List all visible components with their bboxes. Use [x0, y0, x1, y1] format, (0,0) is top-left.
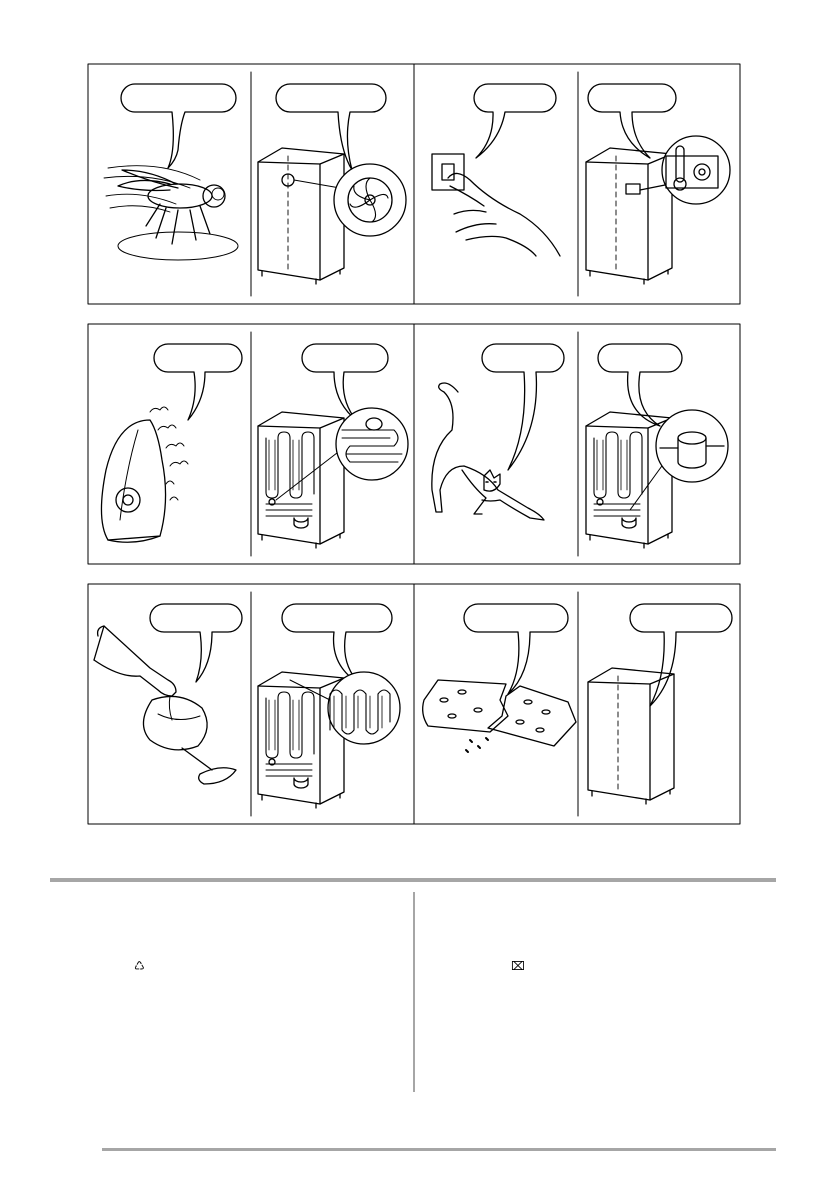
thermostat-icon [662, 136, 730, 204]
section-divider [50, 878, 776, 1151]
crossed-out-bin-icon: ⌧ [511, 959, 525, 973]
wine-bottle-icon [94, 626, 176, 720]
steam-iron-icon [101, 420, 165, 542]
speech-bubble [464, 604, 568, 694]
speech-bubble [482, 344, 564, 470]
speech-bubble [282, 604, 392, 684]
recycle-icon: ♺ [134, 959, 145, 973]
coiled-pipe-icon [336, 408, 408, 480]
wine-glass-icon [143, 696, 236, 784]
fridge-front-icon [588, 668, 674, 804]
speech-bubble [474, 84, 556, 158]
speech-bubble [598, 344, 682, 426]
compressor-icon [656, 410, 728, 482]
speech-bubble [121, 84, 236, 168]
steam-icon [150, 407, 188, 500]
speech-bubble [150, 604, 242, 682]
fridge-front-icon [586, 148, 672, 284]
speech-bubble [276, 84, 386, 170]
cat-icon [432, 383, 544, 520]
fan-icon [334, 164, 406, 236]
illustration-row-3 [88, 584, 740, 824]
fridge-front-icon [258, 148, 344, 284]
broken-panel-icon [423, 680, 576, 752]
condenser-pipe-icon [328, 672, 400, 744]
fridge-rear-icon [258, 412, 346, 548]
light-switch-icon [432, 154, 464, 190]
hand-icon [448, 173, 560, 256]
fly-icon [104, 166, 238, 260]
illustration-row-1 [88, 64, 740, 304]
illustration-row-2 [88, 324, 740, 564]
speech-bubble [630, 604, 732, 706]
speech-bubble [588, 84, 676, 158]
